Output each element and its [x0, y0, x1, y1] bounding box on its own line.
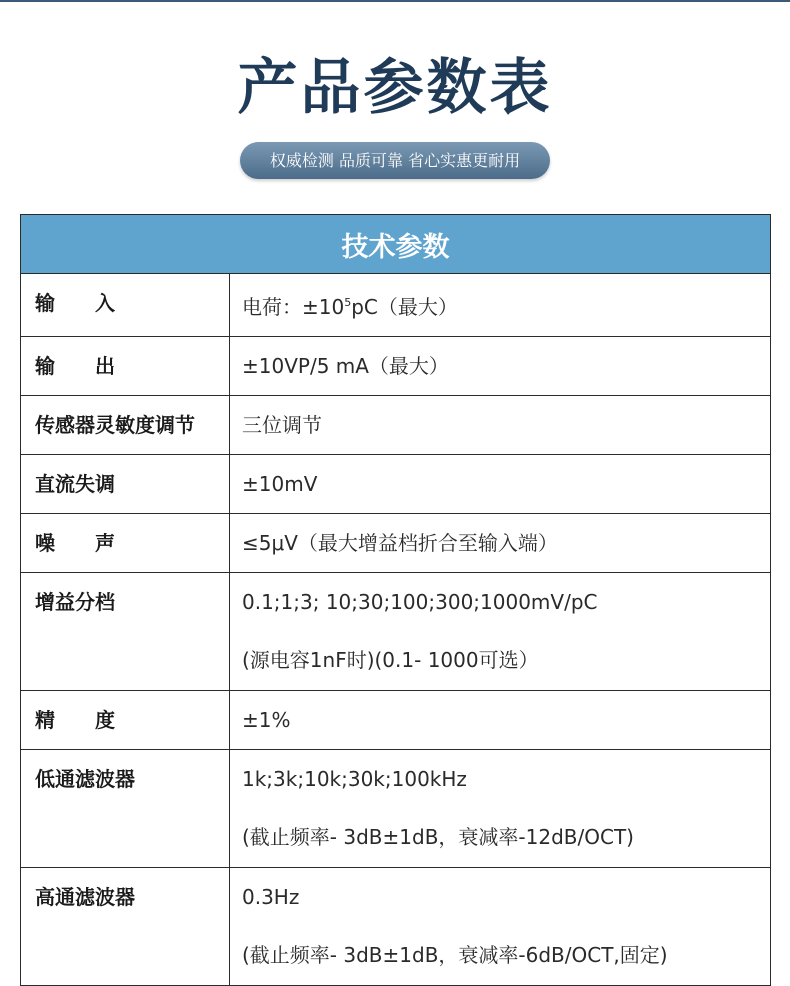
row-label: 输 出 [21, 337, 230, 396]
row-value: ±10VP/5 mA（最大） [230, 337, 771, 396]
row-label: 增益分档 [21, 573, 230, 691]
row-label: 精 度 [21, 691, 230, 750]
row-label: 噪 声 [21, 514, 230, 573]
table-row [21, 750, 771, 868]
row-value: 三位调节 [230, 396, 771, 455]
row-label: 直流失调 [21, 455, 230, 514]
row-value: ±10mV [230, 455, 771, 514]
page-title: 产品参数表 [237, 53, 553, 123]
table-row [21, 455, 771, 514]
spec-table [20, 214, 771, 986]
table-heading: 技术参数 [21, 215, 771, 274]
table-row [21, 691, 771, 750]
table-row [21, 573, 771, 691]
row-value: 0.3Hz (截止频率- 3dB±1dB，衰减率-6dB/OCT,固定) [230, 868, 771, 986]
top-divider [0, 0, 790, 2]
row-label: 高通滤波器 [21, 868, 230, 986]
row-value: ≤5μV（最大增益档折合至输入端） [230, 514, 771, 573]
row-label: 传感器灵敏度调节 [21, 396, 230, 455]
row-value: ±1% [230, 691, 771, 750]
table-row [21, 337, 771, 396]
row-label: 低通滤波器 [21, 750, 230, 868]
row-label: 输 入 [21, 274, 230, 337]
row-value: 电荷：$\pm 10^5pC$（最大） [230, 274, 771, 337]
row-value: 1k;3k;10k;30k;100kHz (截止频率- 3dB±1dB，衰减率-12dB/OCT) [230, 750, 771, 868]
table-row [21, 514, 771, 573]
table-row [21, 868, 771, 986]
table-row [21, 396, 771, 455]
slogan-badge: 权威检测 品质可靠 省心实惠更耐用 [240, 142, 550, 179]
table-row [21, 274, 771, 337]
row-value: 0.1;1;3; 10;30;100;300;1000mV/pC (源电容1nF时)(0.1- 1000可选） [230, 573, 771, 691]
